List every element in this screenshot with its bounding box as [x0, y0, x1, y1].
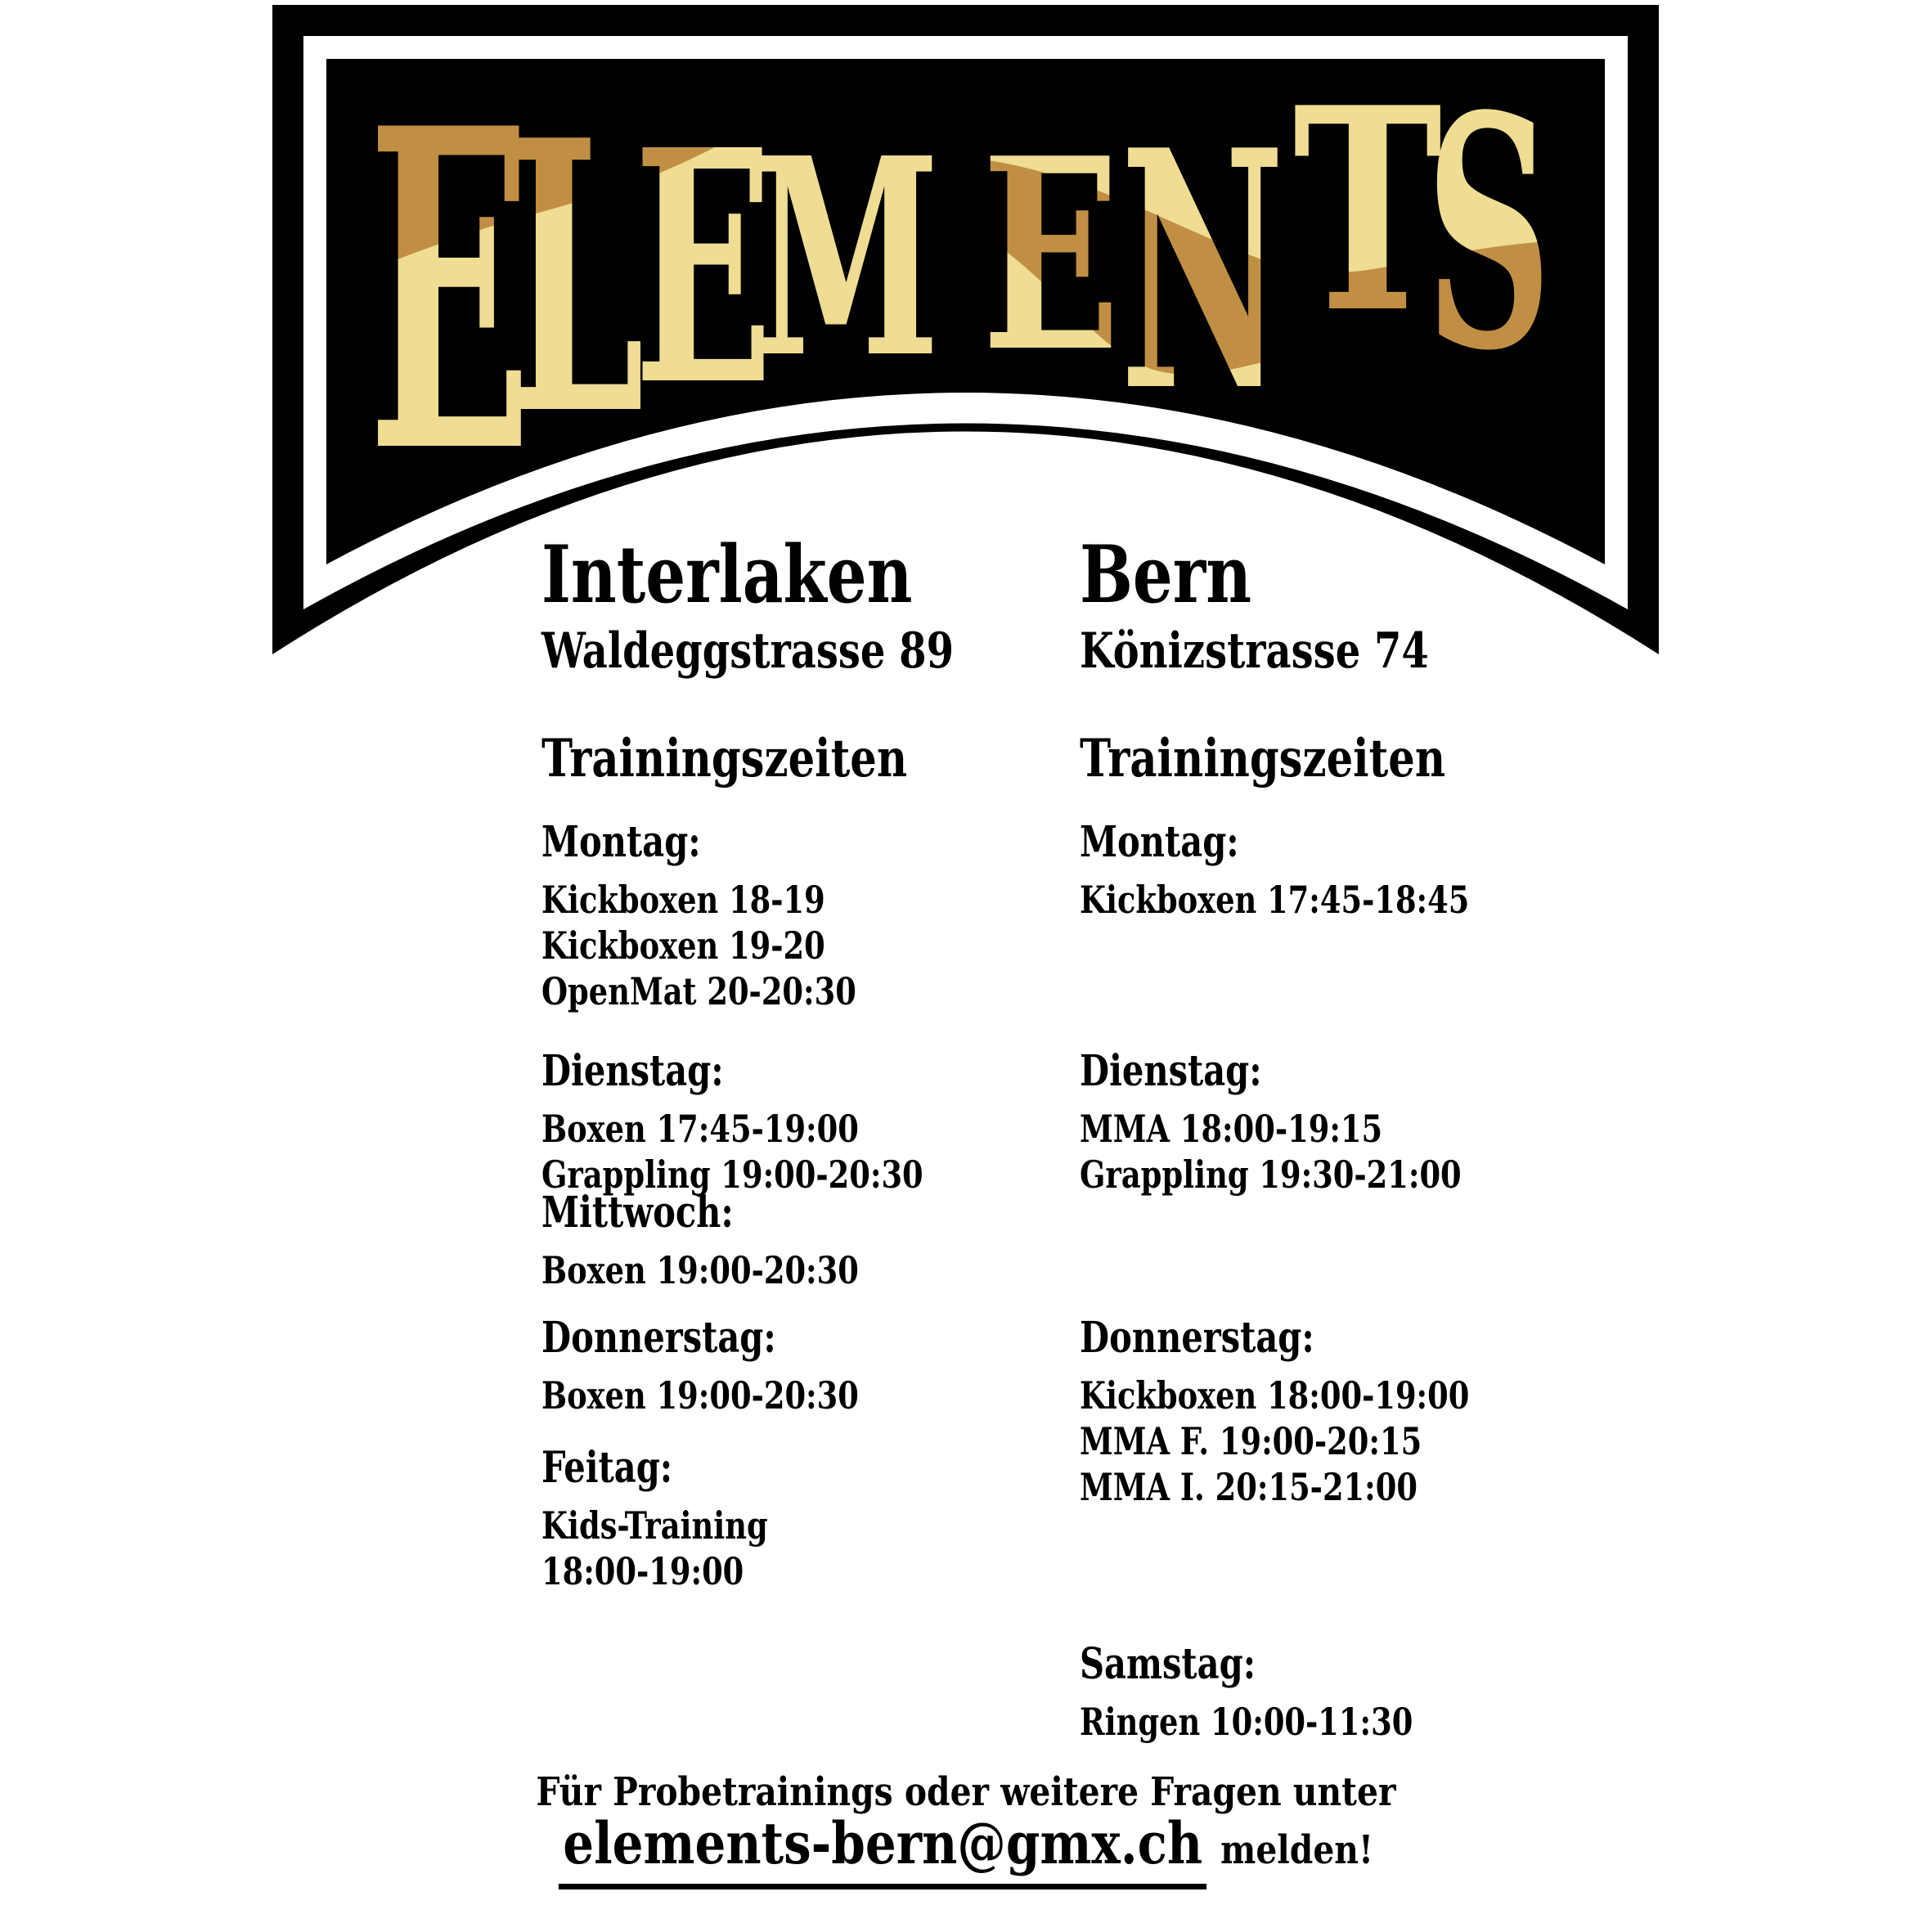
location-address-interlaken [541, 624, 1065, 678]
training-item: OpenMat 20-20:30 [541, 969, 856, 1013]
day-label: Dienstag: [1080, 1046, 1262, 1096]
training-item: Grappling 19:00-20:30 [541, 1152, 923, 1197]
training-item: Kids-Training [541, 1503, 768, 1548]
day-block-bern-samstag [1080, 1640, 1603, 1745]
schedule-title-bern [1080, 730, 1603, 788]
footer-suffix: melden! [1220, 1827, 1373, 1873]
address-text: Waldeggstrasse 89 [541, 622, 954, 680]
training-item: MMA F. 19:00-20:15 [1080, 1419, 1422, 1463]
training-item: Boxen 17:45-19:00 [541, 1107, 859, 1151]
training-item: Kickboxen 18:00-19:00 [1080, 1373, 1470, 1418]
training-item: Kickboxen 18-19 [541, 878, 825, 922]
contact-email[interactable]: elements-bern@gmx.ch [559, 1809, 1206, 1889]
day-label: Feitag: [541, 1443, 673, 1493]
training-item: 18:00-19:00 [541, 1549, 744, 1593]
day-block-interlaken-montag [541, 818, 1065, 1014]
day-block-bern-donnerstag [1080, 1314, 1603, 1510]
footer-contact-line: Für Probetrainings oder weitere Fragen unter [536, 1769, 1396, 1815]
training-item: MMA I. 20:15-21:00 [1080, 1465, 1418, 1509]
day-label: Mittwoch: [541, 1188, 734, 1238]
training-item: Boxen 19:00-20:30 [541, 1373, 859, 1418]
day-label: Donnerstag: [541, 1313, 776, 1363]
footer-contact-line2 [145, 1809, 1787, 1877]
day-label: Montag: [541, 817, 701, 867]
location-heading-bern [1080, 528, 1603, 621]
day-block-interlaken-dienstag [541, 1047, 1065, 1197]
day-block-bern-montag [1080, 818, 1603, 923]
day-label: Donnerstag: [1080, 1313, 1314, 1363]
day-block-interlaken-donnerstag [541, 1314, 1065, 1418]
day-block-interlaken-feitag [541, 1444, 1065, 1594]
schedule-title-interlaken [541, 730, 1065, 788]
location-address-bern [1080, 624, 1603, 678]
location-name: Bern [1080, 528, 1252, 621]
training-item: Boxen 19:00-20:30 [541, 1248, 859, 1292]
training-item: MMA 18:00-19:15 [1080, 1107, 1383, 1151]
day-block-interlaken-mittwoch [541, 1188, 1065, 1293]
day-label: Montag: [1080, 817, 1239, 867]
location-heading-interlaken [541, 528, 1065, 621]
day-block-bern-dienstag [1080, 1047, 1603, 1197]
location-name: Interlaken [541, 528, 913, 621]
schedule-title-text: Trainingszeiten [541, 728, 908, 789]
training-item: Grappling 19:30-21:00 [1080, 1152, 1462, 1197]
training-item: Ringen 10:00-11:30 [1080, 1700, 1413, 1744]
training-item: Kickboxen 17:45-18:45 [1080, 878, 1470, 922]
address-text: Könizstrasse 74 [1080, 622, 1429, 680]
day-label: Dienstag: [541, 1046, 724, 1096]
schedule-title-text: Trainingszeiten [1080, 728, 1446, 789]
training-item: Kickboxen 19-20 [541, 923, 825, 968]
day-label: Samstag: [1080, 1639, 1256, 1689]
